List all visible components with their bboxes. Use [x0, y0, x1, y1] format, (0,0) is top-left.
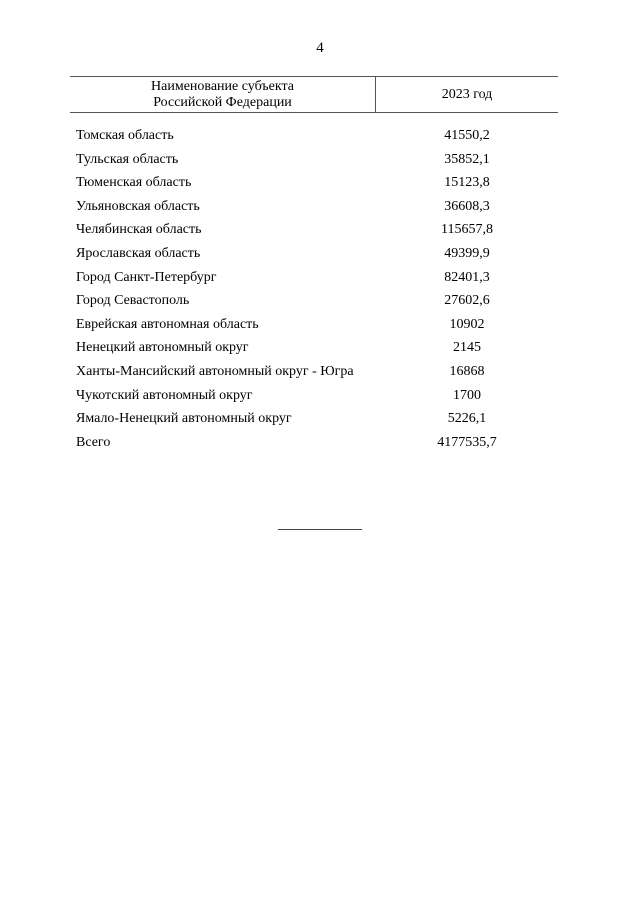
table-header [70, 76, 558, 113]
region-value: 2145 [453, 340, 481, 356]
table-row [70, 222, 558, 238]
region-value: 35852,1 [444, 151, 490, 167]
region-value: 16868 [449, 363, 485, 379]
region-name: Челябинская область [76, 222, 202, 238]
column-header-region-line1: Наименование субъекта [151, 79, 294, 94]
region-name: Ульяновская область [76, 198, 200, 214]
region-name: Ненецкий автономный округ [76, 340, 249, 356]
region-name: Ямало-Ненецкий автономный округ [76, 411, 292, 427]
total-label: Всего [76, 434, 111, 450]
region-value: 36608,3 [444, 198, 490, 214]
region-name: Чукотский автономный округ [76, 387, 253, 403]
region-value: 15123,8 [444, 175, 490, 191]
table-row [70, 293, 558, 309]
region-value: 49399,9 [444, 245, 490, 261]
region-value: 1700 [453, 387, 481, 403]
table-row [70, 175, 558, 191]
table-row [70, 364, 558, 380]
region-name: Ярославская область [76, 245, 201, 261]
table-row-total [70, 435, 558, 451]
region-name: Томская область [76, 128, 174, 143]
table-row [70, 317, 558, 333]
end-separator-line [278, 529, 362, 530]
region-value: 27602,6 [444, 293, 490, 309]
region-name: Ханты-Мансийский автономный округ - Югра [76, 363, 354, 379]
region-name: Город Севастополь [76, 293, 190, 309]
region-value: 10902 [449, 316, 485, 332]
table-row [70, 128, 558, 144]
table-row [70, 388, 558, 404]
column-header-year: 2023 год [441, 87, 493, 102]
table-row [70, 411, 558, 427]
region-name: Тульская область [76, 151, 179, 167]
region-value: 41550,2 [444, 128, 490, 143]
table-row [70, 340, 558, 356]
region-name: Еврейская автономная область [76, 316, 259, 332]
column-header-region-line2: Российской Федерации [153, 95, 292, 110]
region-name: Город Санкт-Петербург [76, 269, 217, 285]
table-body [70, 128, 558, 458]
region-value: 82401,3 [444, 269, 490, 285]
table-row [70, 152, 558, 168]
table-row [70, 246, 558, 262]
region-value: 115657,8 [441, 222, 493, 238]
table-row [70, 199, 558, 215]
page-number: 4 [316, 40, 324, 56]
table-row [70, 270, 558, 286]
region-name: Тюменская область [76, 175, 192, 191]
region-value: 5226,1 [447, 411, 487, 427]
column-header-region [70, 77, 376, 112]
total-value: 4177535,7 [437, 434, 497, 450]
